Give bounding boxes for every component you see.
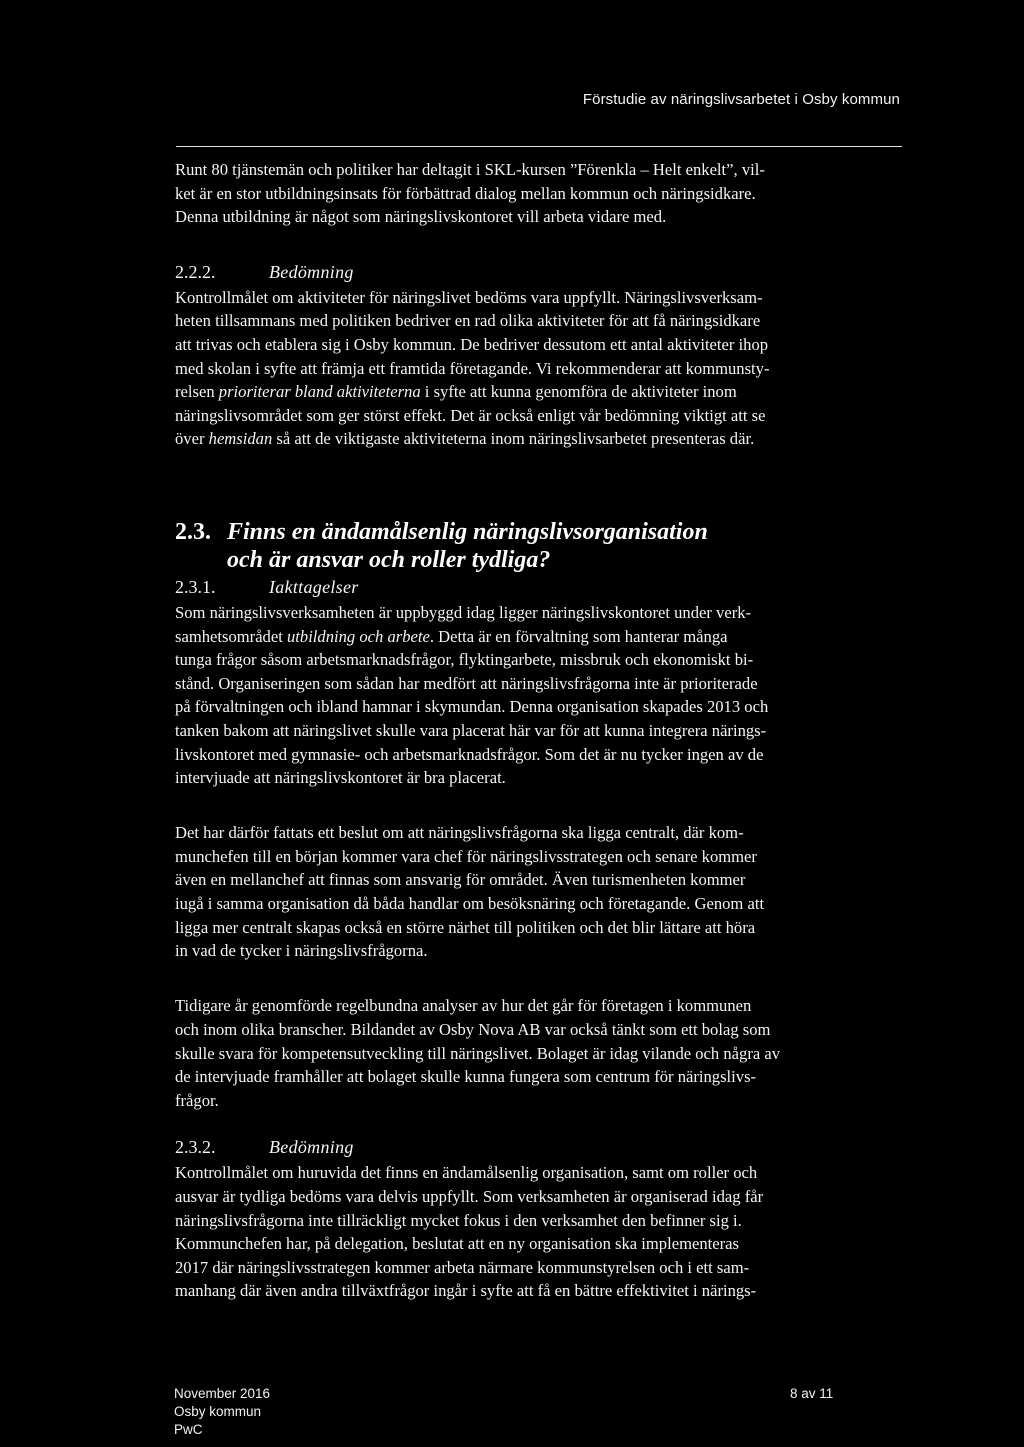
text-line: även en mellanchef att finnas som ansvarig för området. Även turismenheten kommer — [175, 870, 746, 890]
text-line: ket är en stor utbildningsinsats för förbättrad dialog mellan kommun och näringsidkare. — [175, 183, 756, 203]
history-paragraph — [175, 994, 905, 1112]
text-line: Kommunchefen har, på delegation, beslutat att en ny organisation ska implementeras — [175, 1234, 739, 1254]
emphasis-text: prioriterar bland aktiviteterna — [218, 382, 421, 402]
text-line: Tidigare år genomförde regelbundna analyser av hur det går för företagen i kommunen — [175, 996, 752, 1016]
section-heading-2-3-1 — [175, 576, 905, 599]
text-segment: så att de viktigaste aktiviteterna inom näringslivsarbetet presenteras där. — [272, 429, 755, 449]
organisation-paragraph — [175, 821, 905, 963]
text-line — [175, 625, 905, 649]
text-segment: över — [175, 429, 209, 449]
text-line: skulle svara för kompetensutveckling till näringslivet. Bolaget är idag vilande och några av — [175, 1043, 781, 1063]
text-line: de intervjuade framhåller att bolaget skulle kunna fungera som centrum för näringslivs- — [175, 1067, 757, 1087]
text-line — [175, 427, 905, 451]
text-segment: . Detta är en förvaltning som hanterar många — [429, 626, 728, 646]
page-header-title: Förstudie av näringslivsarbetet i Osby kommun — [582, 91, 900, 108]
section-title: Bedömning — [269, 1137, 354, 1158]
section-title: Bedömning — [269, 261, 354, 282]
text-line: att trivas och etablera sig i Osby kommun. De bedriver dessutom ett antal aktiviteter ihop — [175, 334, 769, 354]
text-line: med skolan i syfte att främja ett framtida företagande. Vi rekommenderar att kommunsty- — [175, 358, 770, 378]
text-segment: relsen — [175, 382, 219, 402]
text-line: heten tillsammans med politiken bedriver en rad olika aktiviteter för att få näringsidkare — [175, 311, 761, 331]
text-line: Kontrollmålet om huruvida det finns en ändamålsenlig organisation, samt om roller och — [175, 1163, 758, 1183]
observations-paragraph — [175, 601, 905, 790]
text-line: tanken bakom att näringslivet skulle vara placerat här var för att kunna integrera närings- — [175, 720, 767, 740]
text-line: och inom olika branscher. Bildandet av Osby Nova AB var också tänkt som ett bolag som — [175, 1020, 771, 1040]
section-number: 2.3.1. — [175, 576, 216, 597]
text-line: 2017 där näringslivsstrategen kommer arbeta närmare kommunstyrelsen och i ett sam- — [175, 1257, 750, 1277]
document-body — [175, 158, 905, 1303]
intro-paragraph — [175, 158, 905, 229]
text-line: iugå i samma organisation då båda handlar om besöksnäring och företagande. Genom att — [175, 894, 765, 914]
section-heading-2-2-2 — [175, 261, 905, 284]
section-title-line: Finns en ändamålsenlig näringslivsorganisation — [227, 518, 708, 545]
text-line: Det har därför fattats ett beslut om att näringslivsfrågorna ska ligga centralt, där kom- — [175, 823, 744, 843]
text-line: Denna utbildning är något som näringslivskontoret vill arbeta vidare med. — [175, 207, 667, 227]
text-line: ausvar är tydliga bedöms vara delvis uppfyllt. Som verksamheten är organiserad idag får — [175, 1187, 764, 1206]
footer-date: November 2016 — [174, 1386, 271, 1401]
text-line: näringslivsområdet som ger störst effekt. Det är också enligt vår bedömning viktigt att se — [175, 405, 766, 425]
text-line: stånd. Organiseringen som sådan har medfört att näringslivsfrågorna inte är prioriterade — [175, 673, 758, 693]
page-number: 8 av 11 — [790, 1386, 834, 1401]
footer-firm: PwC — [174, 1422, 203, 1437]
text-line: munchefen till en början kommer vara chef för näringslivsstrategen och senare kommer — [175, 846, 757, 866]
text-segment: samhetsområdet — [175, 626, 287, 646]
section-number: 2.3.2. — [175, 1137, 216, 1158]
emphasis-text: utbildning och arbete — [286, 626, 430, 646]
section-heading-2-3-2 — [175, 1136, 905, 1159]
text-line: in vad de tycker i näringslivsfrågorna. — [175, 941, 428, 961]
text-line: Kontrollmålet om aktiviteter för näringslivet bedöms vara uppfyllt. Näringslivsverksam- — [175, 287, 763, 307]
text-line — [175, 380, 905, 404]
text-line: Som näringslivsverksamheten är uppbyggd idag ligger näringslivskontoret under verk- — [175, 602, 752, 622]
section-title: Iakttagelser — [269, 576, 359, 597]
text-line: på förvaltningen och ibland hamnar i skymundan. Denna organisation skapades 2013 och — [175, 697, 769, 717]
text-segment: i syfte att kunna genomföra de aktiviteter inom — [420, 382, 737, 402]
text-line: livskontoret med gymnasie- och arbetsmarknadsfrågor. Som det är nu tycker ingen av de — [175, 744, 764, 764]
text-line: manhang där även andra tillväxtfrågor ingår i syfte att få en bättre effektivitet i närings- — [175, 1281, 757, 1301]
assessment-paragraph — [175, 286, 905, 451]
page-footer — [174, 1385, 270, 1439]
text-line: tunga frågor såsom arbetsmarknadsfrågor, flyktingarbete, missbruk och ekonomiskt bi- — [175, 650, 754, 670]
text-line: ligga mer centralt skapas också en större närhet till politiken och det blir lättare att höra — [175, 917, 756, 937]
header-divider — [176, 146, 902, 147]
footer-organisation: Osby kommun — [174, 1404, 262, 1419]
text-line: näringslivsfrågorna inte tillräckligt mycket fokus i den verksamhet den befinner sig i. — [175, 1210, 742, 1230]
assessment-paragraph — [175, 1161, 905, 1303]
section-number: 2.2.2. — [175, 261, 216, 282]
text-line: Runt 80 tjänstemän och politiker har deltagit i SKL-kursen ”Förenkla – Helt enkelt”, vil- — [175, 160, 765, 179]
section-title-line: och är ansvar och roller tydliga? — [227, 546, 551, 573]
section-heading-2-3 — [175, 518, 905, 574]
emphasis-text: hemsidan — [208, 429, 273, 449]
section-number: 2.3. — [175, 518, 211, 545]
text-line: frågor. — [175, 1090, 219, 1110]
text-line: intervjuade att näringslivskontoret är bra placerat. — [175, 768, 506, 788]
